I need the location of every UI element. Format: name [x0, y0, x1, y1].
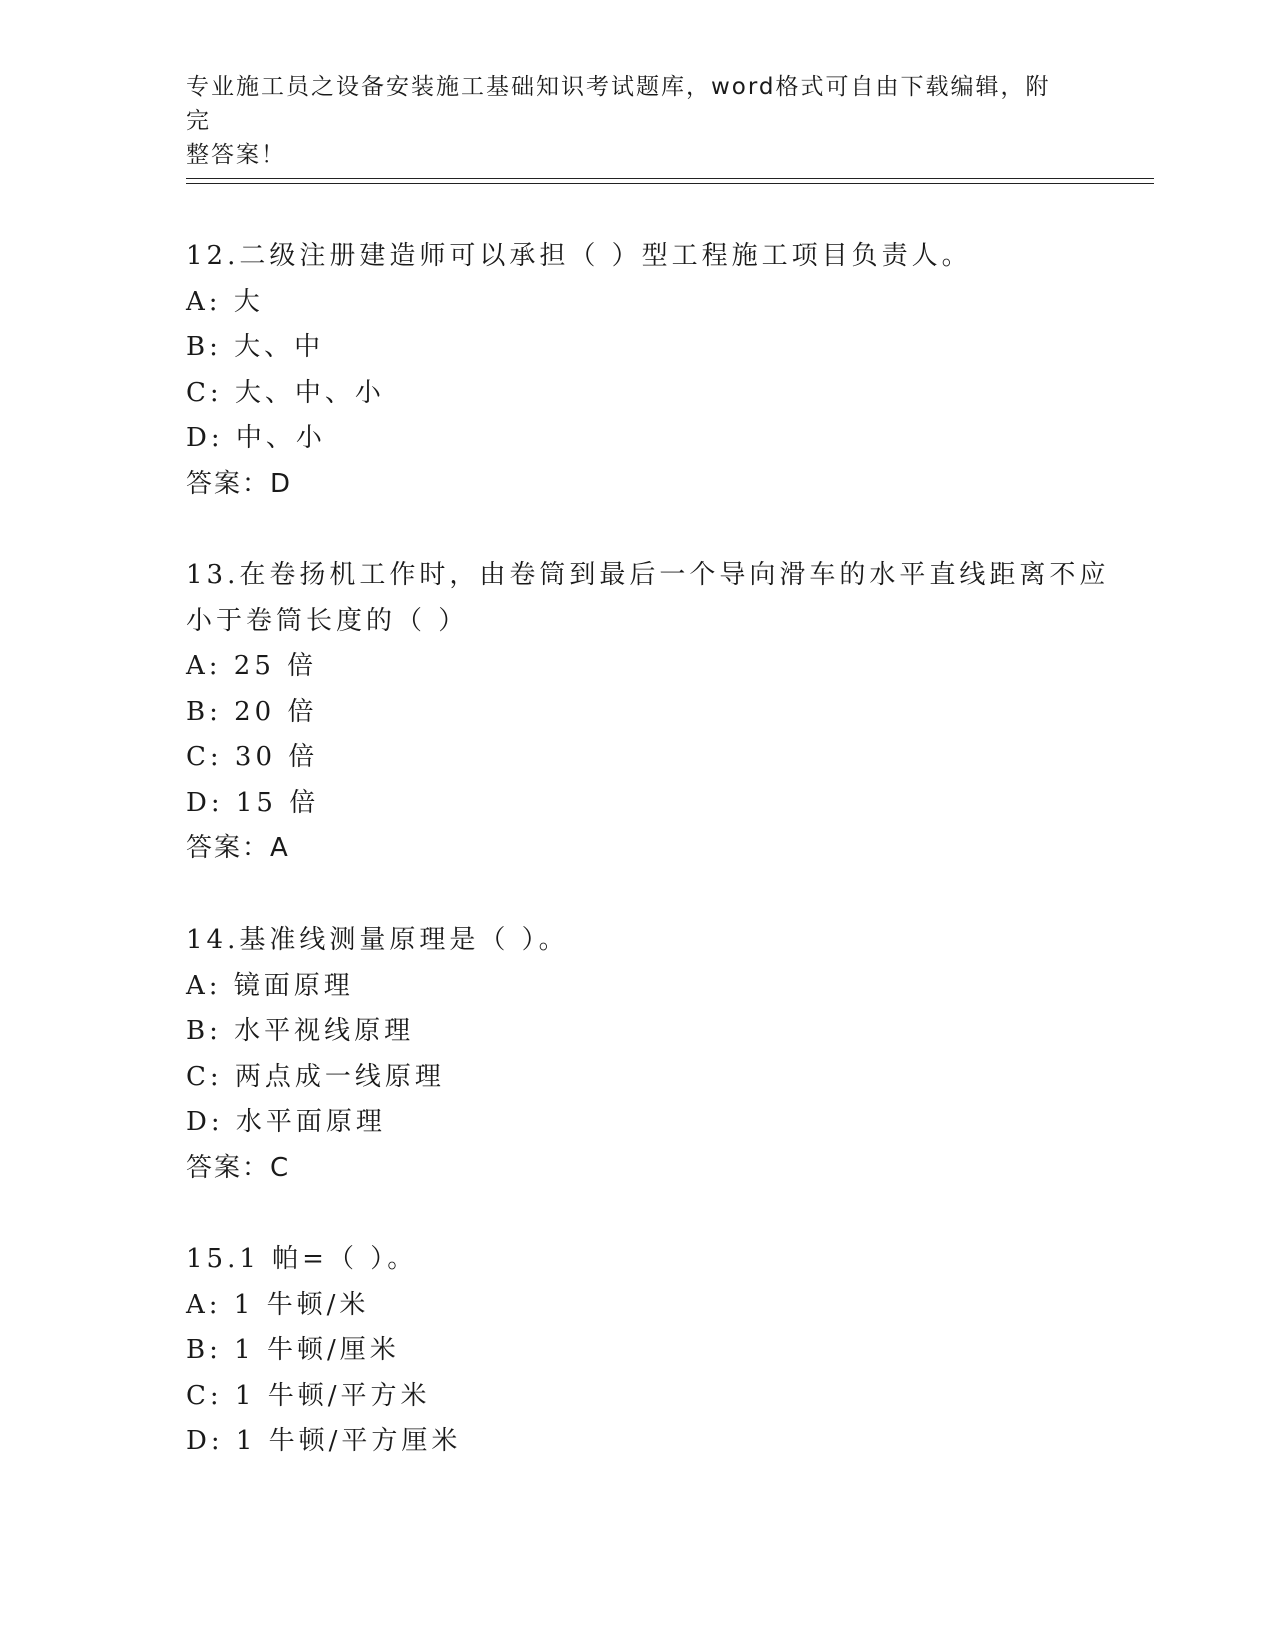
option-a: A: 1 牛顿/米 — [186, 1289, 370, 1320]
answer-line: 答案：D — [186, 468, 293, 499]
header-divider-top — [186, 178, 1154, 179]
answer-line: 答案：A — [186, 833, 290, 863]
question-stem: 13.在卷扬机工作时，由卷筒到最后一个导向滑车的水平直线距离不应 — [186, 560, 1110, 590]
question-12 — [186, 234, 1086, 507]
option-b: B: 20 倍 — [186, 696, 318, 727]
option-a: A: 25 倍 — [186, 651, 318, 681]
option-c: C: 1 牛顿/平方米 — [186, 1380, 431, 1411]
question-15 — [186, 1237, 1086, 1465]
option-b: B: 大、中 — [186, 332, 325, 362]
option-c: C: 两点成一线原理 — [186, 1061, 445, 1092]
option-a: A: 镜面原理 — [186, 970, 354, 1001]
header-line-2: 整答案！ — [186, 142, 286, 168]
answer-line: 答案：C — [186, 1152, 291, 1183]
header-divider-bottom — [186, 183, 1154, 184]
document-header — [186, 70, 1066, 172]
option-d: D: 1 牛顿/平方厘米 — [186, 1426, 462, 1456]
option-a: A: 大 — [186, 286, 264, 317]
question-stem: 12.二级注册建造师可以承担（ ）型工程施工项目负责人。 — [186, 241, 972, 271]
question-stem-continued: 小于卷筒长度的（ ） — [186, 605, 469, 636]
question-stem: 15.1 帕=（ ）。 — [186, 1244, 418, 1274]
question-14 — [186, 918, 1086, 1191]
option-c: C: 30 倍 — [186, 742, 319, 772]
question-13 — [186, 553, 1110, 872]
option-d: D: 水平面原理 — [186, 1107, 386, 1137]
question-stem: 14.基准线测量原理是（ ）。 — [186, 925, 569, 955]
option-c: C: 大、中、小 — [186, 377, 385, 408]
option-d: D: 15 倍 — [186, 787, 320, 818]
option-d: D: 中、小 — [186, 423, 326, 453]
option-b: B: 1 牛顿/厘米 — [186, 1335, 400, 1365]
option-b: B: 水平视线原理 — [186, 1016, 415, 1046]
header-line-1: 专业施工员之设备安装施工基础知识考试题库，word格式可自由下载编辑，附完 — [186, 74, 1051, 134]
